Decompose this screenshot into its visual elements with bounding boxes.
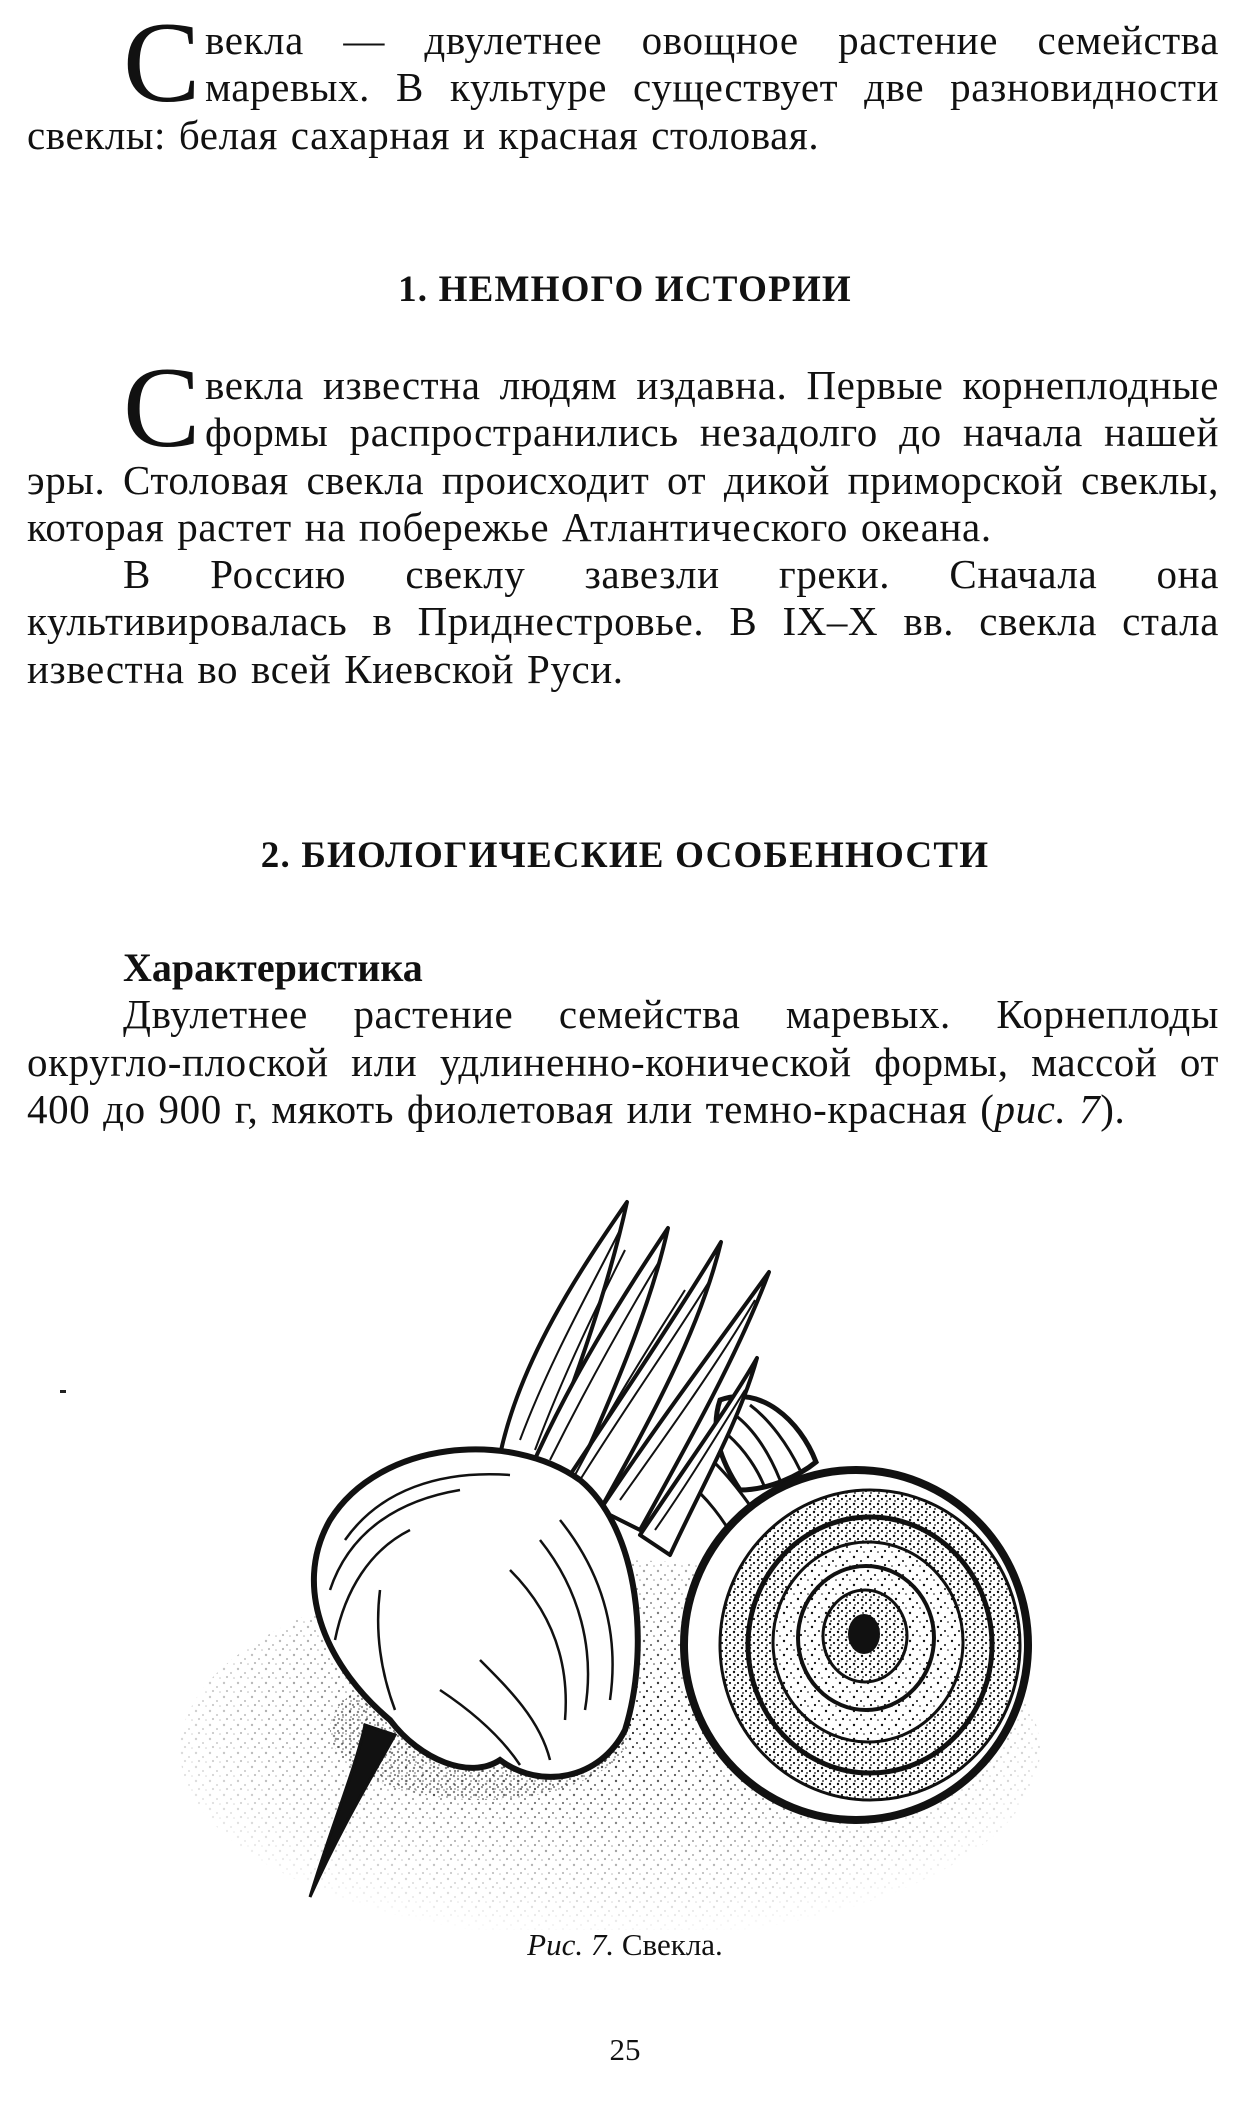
- scan-speck: [60, 1390, 66, 1393]
- section-heading-biology: 2. БИОЛОГИЧЕСКИЕ ОСОБЕННОСТИ: [260, 835, 990, 876]
- section-biology-body: [27, 944, 1219, 1133]
- figure-reference: рис. 7: [994, 1085, 1101, 1132]
- intro-text: векла — двулетнее овощное растение семейства маревых. В культуре существует две разновидности свеклы: белая сахарная и красная столовая.: [27, 17, 1219, 158]
- figure-caption: [0, 1925, 1250, 1965]
- intro-paragraph: [27, 0, 1219, 159]
- history-paragraph-1: [27, 344, 1219, 551]
- figure-caption-text: Свекла.: [614, 1927, 723, 1962]
- page-number: 25: [609, 2032, 641, 2067]
- characteristics-paragraph: [27, 991, 1219, 1133]
- drop-cap: С: [123, 0, 201, 127]
- beet-illustration: [180, 1190, 1050, 1930]
- characteristics-text-end: ).: [1100, 1085, 1126, 1132]
- intro-block: [27, 0, 1219, 159]
- characteristics-text: Двулетнее растение семейства маревых. Корнеплоды округло-плоской или удлиненно-конической формы, массой от 400 до 900 г, мякоть фиолетовая или темно-красная (: [27, 991, 1219, 1132]
- section-history-body: [27, 344, 1219, 693]
- figure-caption-label: Рис. 7.: [527, 1927, 615, 1962]
- subheading-characteristics: Характеристика: [123, 945, 423, 990]
- section-heading-history: 1. НЕМНОГО ИСТОРИИ: [398, 269, 852, 310]
- drop-cap: С: [123, 344, 201, 472]
- beet-drawing-icon: [180, 1190, 1050, 1930]
- history-paragraph-1-text: векла известна людям издавна. Первые корнеплодные формы распространились незадолго до начала нашей эры. Столовая свекла происходит от дикой приморской свеклы, которая растет на побережье Атлантического океана.: [27, 362, 1219, 550]
- history-paragraph-2: В Россию свеклу завезли греки. Сначала она культивировалась в Приднестровье. В IX–X вв. свекла стала известна во всей Киевской Руси.: [27, 551, 1219, 692]
